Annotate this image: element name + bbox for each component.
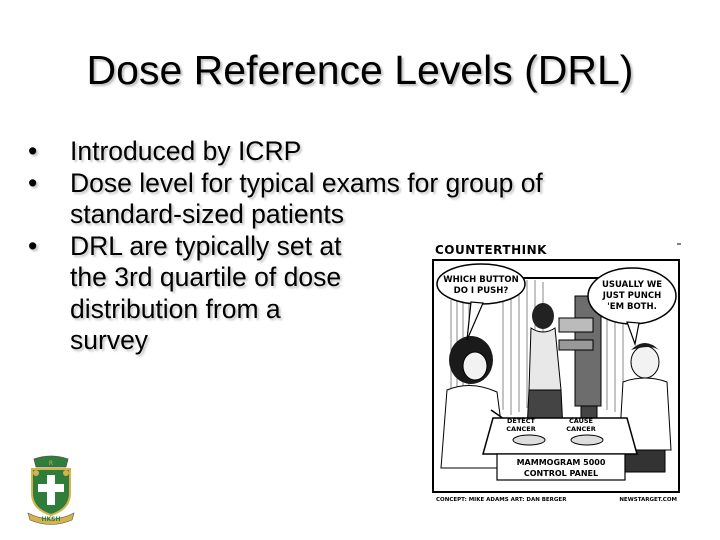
bullet-text: Dose level for typical exams for group of — [70, 167, 543, 198]
control-panel — [483, 417, 637, 480]
bullet-marker: • — [28, 167, 38, 198]
bullet-item — [28, 168, 688, 231]
button-label: DETECT — [507, 417, 535, 425]
panel-label: MAMMOGRAM 5000 — [516, 458, 606, 467]
hospital-crest-logo — [22, 453, 80, 525]
bubble-text: WHICH BUTTON — [443, 275, 519, 285]
bullet-marker: • — [28, 136, 38, 166]
button-label: CANCER — [506, 425, 536, 433]
bullet-text: distribution from a — [70, 293, 281, 324]
bullet-text: the 3rd quartile of dose — [70, 262, 342, 292]
crest-top-text: R — [48, 460, 54, 467]
bullet-marker: • — [28, 230, 38, 261]
bubble-text: JUST PUNCH — [602, 291, 662, 301]
bullet-text: standard-sized patients — [70, 199, 344, 229]
bullet-text: DRL are typically set at — [70, 230, 342, 261]
bubble-text: DO I PUSH? — [453, 286, 509, 296]
counterthink-cartoon — [431, 240, 682, 505]
bullet-text: Introduced by ICRP — [70, 136, 302, 166]
crest-bottom-text: HKSH — [41, 516, 61, 523]
cartoon-credit: CONCEPT: MIKE ADAMS ART: DAN BERGER — [436, 497, 567, 503]
bubble-text: USUALLY WE — [601, 280, 663, 290]
bullet-item — [28, 136, 688, 168]
button-label: CAUSE — [568, 417, 594, 425]
panel-label: CONTROL PANEL — [523, 469, 599, 478]
bubble-text: 'EM BOTH. — [607, 302, 657, 312]
cartoon-masthead: COUNTERTHINK — [435, 243, 547, 257]
bullet-text: survey — [70, 325, 149, 355]
slide-title: Dose Reference Levels (DRL) — [86, 47, 634, 93]
cartoon-credit-url: NEWSTARGET.COM — [619, 497, 677, 503]
button-label: CANCER — [566, 425, 596, 433]
